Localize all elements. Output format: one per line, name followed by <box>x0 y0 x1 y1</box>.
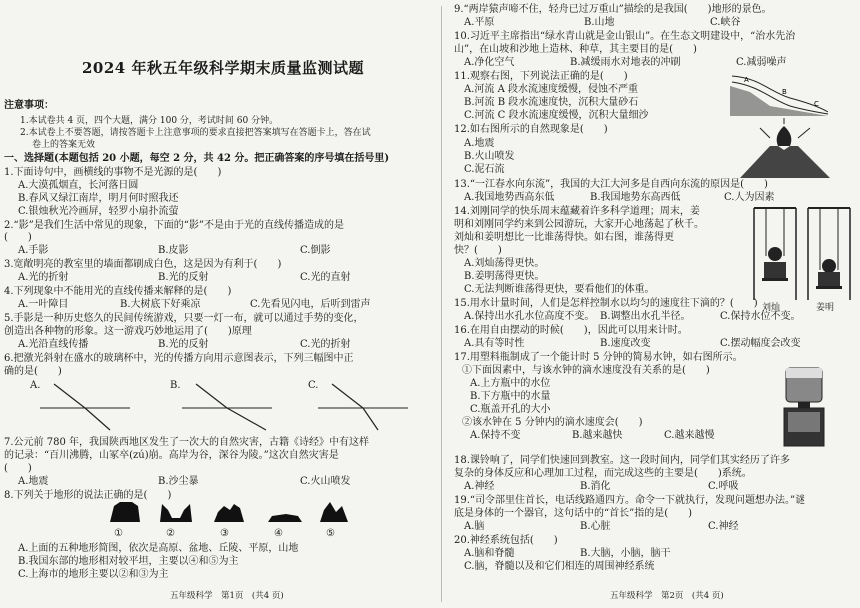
q8-option-c: C.上海市的地形主要以②和③为主 <box>18 569 169 580</box>
q17-water-clock-diagram <box>780 366 828 448</box>
q10-option-b: B.减缓雨水对地表的冲刷 <box>570 57 681 68</box>
q6-option-a-label: A. <box>30 380 41 391</box>
q7-stem-line-1: 7.公元前 780 年，我国陕西地区发生了一次大的自然灾害，古籍《诗经》中有这样 <box>4 437 369 448</box>
q17-stem: 17.用塑料瓶制成了一个能计时 5 分钟的简易水钟，如右图所示。 <box>454 352 743 363</box>
q14-swing-2 <box>806 206 852 302</box>
q15-stem: 15.用水计量时间，人们是怎样控制水以均匀的速度往下滴的？( ) <box>454 298 758 309</box>
q18-stem-line-2: 复杂的身体反应和心理加工过程，而完成这些的主要是( )系统。 <box>454 468 752 479</box>
q7-stem-line-3: ( ) <box>4 463 32 474</box>
q18-option-c: C.呼吸 <box>708 481 739 492</box>
q14-stem-line-2: 明和刘刚同学约来到公园游玩，大家开心地荡起了秋千。 <box>454 219 704 230</box>
q5-stem-line-1: 5.手影是一种历史悠久的民间传统游戏，只要一灯一布，就可以通过手势的变化， <box>4 313 364 324</box>
q19-option-a: A.脑 <box>464 521 485 532</box>
q12-volcano-diagram <box>740 124 830 178</box>
q1-option-b: B.春风又绿江南岸，明月何时照我还 <box>18 193 179 204</box>
q12-option-a: A.地震 <box>464 138 495 149</box>
q4-option-b: B.大树底下好乘凉 <box>120 299 201 310</box>
q14-option-b: B.姜明荡得更快。 <box>464 271 545 282</box>
q3-option-a: A.光的折射 <box>18 272 69 283</box>
q14-option-a: A.刘灿荡得更快。 <box>464 258 545 269</box>
q9-option-b: B.山地 <box>584 17 615 28</box>
q17-option-c: C.瓶盖开孔的大小 <box>470 404 551 415</box>
q12-option-b: B.火山喷发 <box>464 151 515 162</box>
q2-paren: ( ) <box>4 232 32 243</box>
q8-label-2: ② <box>166 528 175 539</box>
q8-stem: 8.下列关于地形的说法正确的是( ) <box>4 490 172 501</box>
q8-terrain-diagrams <box>110 500 350 526</box>
q17-option-a: A.上方瓶中的水位 <box>470 378 551 389</box>
q1-option-a: A.大漠孤烟直，长河落日圆 <box>18 180 139 191</box>
q13-stem: 13.“一江春水向东流”，我国的大江大河多是自西向东流的原因是( ) <box>454 179 768 190</box>
q10-stem-line-2: 山”，在山坡和沙地上造林、种草，其主要目的是( ) <box>454 44 697 55</box>
q16-option-b: B.速度改变 <box>600 338 651 349</box>
q7-option-b: B.沙尘暴 <box>158 476 199 487</box>
notice-item-2a: 2.本试卷上不要答题，请按答题卡上注意事项的要求直接把答案填写在答题卡上，答在试 <box>20 128 371 138</box>
footer-page-2: 五年级科学 第2页 (共4 页) <box>610 591 724 601</box>
section-1-heading: 一、选择题(本题包括 20 小题，每空 2 分，共 42 分。把正确答案的序号填在括号里) <box>4 153 390 164</box>
q6-stem-line-2: 确的是( ) <box>4 366 62 377</box>
q15-option-b: B.调整出水孔半径。 <box>600 311 691 322</box>
svg-text:A: A <box>744 76 749 84</box>
q20-option-c: C.脑，脊髓以及和它们相连的周围神经系统 <box>464 561 655 572</box>
q14-stem-line-3: 刘灿和姜明想比一比谁荡得快。如右图，谁荡得更 <box>454 232 674 243</box>
q11-stem: 11.观察右图，下列说法正确的是( ) <box>454 71 628 82</box>
q8-label-1: ① <box>114 528 123 539</box>
q11-option-c: C.河流 C 段水流速度缓慢，沉积大量细沙 <box>464 110 649 121</box>
q19-stem-line-2: 底是身体的一个器官，这句话中的“首长”指的是( ) <box>454 508 693 519</box>
q18-stem-line-1: 18.课铃响了，同学们快速回到教室。这一段时间内，同学们其实经历了许多 <box>454 455 790 466</box>
q17-sub-2-option-c: C.越来越慢 <box>664 430 715 441</box>
q4-stem: 4.下列现象中不能用光的直线传播来解释的是( ) <box>4 286 232 297</box>
q13-option-c: C.人为因素 <box>724 192 775 203</box>
q16-option-a: A.具有等时性 <box>464 338 525 349</box>
q6-option-b-label: B. <box>170 380 181 391</box>
notice-item-1: 1.本试卷共 4 页，四个大题，满分 100 分，考试时间 60 分钟。 <box>20 116 279 126</box>
q8-label-4: ④ <box>274 528 283 539</box>
q7-option-a: A.地震 <box>18 476 49 487</box>
q19-stem-line-1: 19.“司令部里住首长，电话线路通四方。命令一下就执行，发现问题想办法。”谜 <box>454 495 806 506</box>
q5-option-a: A.光沿直线传播 <box>18 339 89 350</box>
q11-option-a: A.河流 A 段水流速度缓慢，侵蚀不严重 <box>464 84 638 95</box>
q9-stem: 9.“两岸猿声啼不住，轻舟已过万重山”描绘的是我国( )地形的景色。 <box>454 4 772 15</box>
q4-option-a: A.一叶障目 <box>18 299 69 310</box>
q2-option-c: C.倒影 <box>300 245 331 256</box>
q6-stem-line-1: 6.把激光斜射在盛水的玻璃杯中，光的传播方向用示意图表示，下列三幅图中正 <box>4 353 354 364</box>
q17-sub-2-option-b: B.越来越快 <box>572 430 623 441</box>
q19-option-c: C.神经 <box>708 521 739 532</box>
svg-text:C: C <box>814 100 819 108</box>
q14-swing-1 <box>752 206 798 302</box>
q8-option-b: B.我国东部的地形相对较平坦，主要以④和⑤为主 <box>18 556 239 567</box>
q15-option-c: C.保持水位不变。 <box>720 311 801 322</box>
q12-option-c: C.泥石流 <box>464 164 505 175</box>
q14-stem-line-1: 14.刘刚同学的快乐周末蕴藏着许多科学道理；周末，姜 <box>454 206 700 217</box>
q14-stem-line-4: 快？( ) <box>454 245 502 256</box>
q6-diagram-b <box>182 382 272 432</box>
q6-option-c-label: C. <box>308 380 319 391</box>
q17-sub-2-option-a: A.保持不变 <box>470 430 521 441</box>
q9-option-a: A.平原 <box>464 17 495 28</box>
svg-text:B: B <box>782 88 787 96</box>
q3-option-c: C.光的直射 <box>300 272 351 283</box>
q20-option-b: B.大脑，小脑，脑干 <box>580 548 671 559</box>
q5-option-b: B.光的反射 <box>158 339 209 350</box>
q8-label-3: ③ <box>220 528 229 539</box>
q2-stem: 2.“影”是我们生活中常见的现象，下面的“影”不是由于光的直线传播造成的是 <box>4 220 344 231</box>
q5-option-c: C.光的折射 <box>300 339 351 350</box>
q18-option-a: A.神经 <box>464 481 495 492</box>
q1-option-c: C.银烛秋光冷画屏，轻罗小扇扑流萤 <box>18 206 179 217</box>
q12-stem: 12.如右图所示的自然现象是( ) <box>454 124 608 135</box>
q3-stem: 3.宽敞明亮的教室里的墙面都刷成白色，这是因为有利于( ) <box>4 259 282 270</box>
q14-name-2: 姜明 <box>816 303 835 313</box>
q20-option-a: A.脑和脊髓 <box>464 548 515 559</box>
q16-stem: 16.在用自由摆动的时候( )，因此可以用来计时。 <box>454 325 688 336</box>
footer-page-1: 五年级科学 第1页 (共4 页) <box>170 591 284 601</box>
q18-option-b: B.消化 <box>580 481 611 492</box>
q2-option-b: B.皮影 <box>158 245 189 256</box>
q7-stem-line-2: 的记录：“百川沸腾，山冢卒(zú)崩。高岸为谷，深谷为陵。”这次自然灾害是 <box>4 450 339 461</box>
q13-option-a: A.我国地势西高东低 <box>464 192 555 203</box>
q1-stem: 1.下面诗句中，画横线的事物不是光源的是( ) <box>4 167 222 178</box>
q16-option-c: C.摆动幅度会改变 <box>720 338 801 349</box>
q19-option-b: B.心脏 <box>580 521 611 532</box>
q17-sub-1: ①下面因素中，与该水钟的滴水速度没有关系的是( ) <box>462 365 710 376</box>
q9-option-c: C.峡谷 <box>710 17 741 28</box>
q6-diagram-c <box>318 382 408 432</box>
q14-name-1: 刘灿 <box>762 303 781 313</box>
q11-option-b: B.河流 B 段水流速度快，沉积大量砂石 <box>464 97 639 108</box>
q6-diagram-a <box>40 382 130 432</box>
q10-stem-line-1: 10.习近平主席指出“绿水青山就是金山银山”。在生态文明建设中，“治水先治 <box>454 31 796 42</box>
q10-option-c: C.减弱噪声 <box>736 57 787 68</box>
q10-option-a: A.净化空气 <box>464 57 515 68</box>
q20-stem: 20.神经系统包括( ) <box>454 535 558 546</box>
q11-river-diagram <box>730 72 830 116</box>
notice-item-2b: 卷上的答案无效 <box>32 140 96 150</box>
q17-option-b: B.下方瓶中的水量 <box>470 391 551 402</box>
q5-stem-line-2: 创造出各种物的形象。这一游戏巧妙地运用了( )原理 <box>4 326 252 337</box>
q8-label-5: ⑤ <box>326 528 335 539</box>
q17-sub-2: ②该水钟在 5 分钟内的滴水速度会( ) <box>462 417 643 428</box>
q3-option-b: B.光的反射 <box>158 272 209 283</box>
q2-option-a: A.手影 <box>18 245 49 256</box>
q15-option-a: A.保持出水孔水位高度不变。 <box>464 311 595 322</box>
exam-title: 2024 年秋五年级科学期末质量监测试题 <box>82 59 364 77</box>
page-right <box>440 0 860 608</box>
q7-option-c: C.火山喷发 <box>300 476 351 487</box>
notice-heading: 注意事项： <box>4 100 54 111</box>
q8-option-a: A.上面的五种地形简图，依次是高原、盆地、丘陵、平原，山地 <box>18 543 299 554</box>
q13-option-b: B.我国地势东高西低 <box>590 192 681 203</box>
q14-option-c: C.无法判断谁荡得更快，要看他们的体重。 <box>464 284 655 295</box>
q4-option-c: C.先看见闪电，后听到雷声 <box>250 299 371 310</box>
